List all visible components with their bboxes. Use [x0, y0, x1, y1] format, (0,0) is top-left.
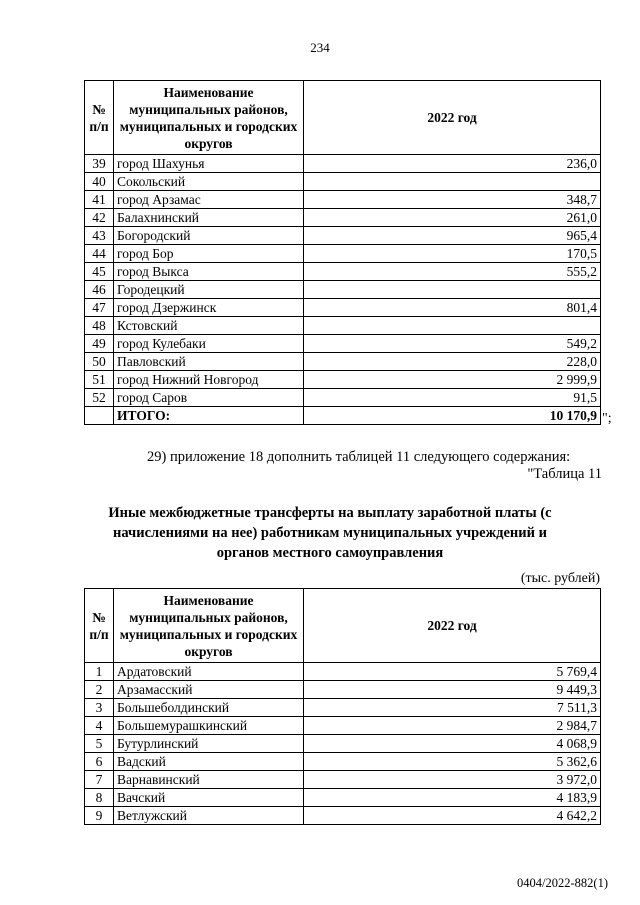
transfers-table — [84, 588, 601, 825]
total-empty-cell — [85, 407, 114, 425]
document-code: 0404/2022-882(1) — [517, 876, 608, 890]
column-header-name: Наименование муниципальных районов, муниципальных и городских округов — [114, 81, 304, 155]
municipality-name: Балахнинский — [114, 209, 304, 227]
row-number: 3 — [85, 699, 114, 717]
table-row — [85, 753, 601, 771]
table-row — [85, 771, 601, 789]
column-header-number: № п/п — [85, 81, 114, 155]
table-row — [85, 335, 601, 353]
row-number: 7 — [85, 771, 114, 789]
table-row — [85, 807, 601, 825]
municipality-name: Ардатовский — [114, 663, 304, 681]
table-row — [85, 699, 601, 717]
table-row — [85, 317, 601, 335]
row-number: 49 — [85, 335, 114, 353]
municipal-table-continuation — [84, 80, 601, 425]
table-row — [85, 353, 601, 371]
row-number: 50 — [85, 353, 114, 371]
municipality-name: Городецкий — [114, 281, 304, 299]
amount-value — [304, 281, 601, 299]
table-row — [85, 717, 601, 735]
column-header-year: 2022 год — [304, 589, 601, 663]
municipality-name: Варнавинский — [114, 771, 304, 789]
amount-value — [304, 173, 601, 191]
table-row — [85, 245, 601, 263]
table-row — [85, 389, 601, 407]
municipality-name: Ветлужский — [114, 807, 304, 825]
row-number: 52 — [85, 389, 114, 407]
column-header-name: Наименование муниципальных районов, муниципальных и городских округов — [114, 589, 304, 663]
amount-value: 549,2 — [304, 335, 601, 353]
row-number: 4 — [85, 717, 114, 735]
table-reference: "Таблица 11 — [527, 466, 602, 482]
table-row — [85, 209, 601, 227]
row-number: 1 — [85, 663, 114, 681]
table-body — [85, 663, 601, 825]
row-number: 39 — [85, 155, 114, 173]
total-label: ИТОГО: — [114, 407, 304, 425]
municipality-name: Бутурлинский — [114, 735, 304, 753]
municipality-name: Вадский — [114, 753, 304, 771]
amount-value: 91,5 — [304, 389, 601, 407]
municipality-name: город Выкса — [114, 263, 304, 281]
row-number: 2 — [85, 681, 114, 699]
municipality-name: город Шахунья — [114, 155, 304, 173]
total-row — [85, 407, 601, 425]
amount-value: 555,2 — [304, 263, 601, 281]
table-body — [85, 155, 601, 425]
amount-value: 7 511,3 — [304, 699, 601, 717]
municipality-name: Сокольский — [114, 173, 304, 191]
row-number: 47 — [85, 299, 114, 317]
row-number: 44 — [85, 245, 114, 263]
table-row — [85, 789, 601, 807]
table-row — [85, 263, 601, 281]
units-label: (тыс. рублей) — [520, 571, 600, 586]
row-number: 40 — [85, 173, 114, 191]
amount-value: 4 183,9 — [304, 789, 601, 807]
table-row — [85, 371, 601, 389]
municipality-name: Богородский — [114, 227, 304, 245]
column-header-number: № п/п — [85, 589, 114, 663]
table-row — [85, 155, 601, 173]
total-value: 10 170,9 — [304, 407, 601, 425]
municipality-name: город Кулебаки — [114, 335, 304, 353]
row-number: 6 — [85, 753, 114, 771]
table-row — [85, 663, 601, 681]
municipality-name: город Арзамас — [114, 191, 304, 209]
amount-value: 4 068,9 — [304, 735, 601, 753]
table-row — [85, 191, 601, 209]
amount-value: 4 642,2 — [304, 807, 601, 825]
amount-value: 5 362,6 — [304, 753, 601, 771]
amount-value: 261,0 — [304, 209, 601, 227]
row-number: 41 — [85, 191, 114, 209]
amount-value: 3 972,0 — [304, 771, 601, 789]
amount-value: 9 449,3 — [304, 681, 601, 699]
row-number: 42 — [85, 209, 114, 227]
row-number: 51 — [85, 371, 114, 389]
table-row — [85, 227, 601, 245]
municipality-name: город Дзержинск — [114, 299, 304, 317]
row-number: 45 — [85, 263, 114, 281]
column-header-year: 2022 год — [304, 81, 601, 155]
row-number: 46 — [85, 281, 114, 299]
municipality-name: Кстовский — [114, 317, 304, 335]
amount-value: 965,4 — [304, 227, 601, 245]
municipality-name: Арзамасский — [114, 681, 304, 699]
table-row — [85, 281, 601, 299]
section-heading: Иные межбюджетные трансферты на выплату заработной платы (с начислениями на нее) работникам муниципальных учреждений и органов местного самоуправления — [108, 505, 552, 561]
row-number: 8 — [85, 789, 114, 807]
table-row — [85, 299, 601, 317]
amount-value: 2 999,9 — [304, 371, 601, 389]
municipality-name: Вачский — [114, 789, 304, 807]
table-row — [85, 681, 601, 699]
amendment-paragraph: 29) приложение 18 дополнить таблицей 11 следующего содержания: — [147, 449, 571, 465]
closing-quote: "; — [602, 411, 612, 426]
amount-value: 236,0 — [304, 155, 601, 173]
row-number: 5 — [85, 735, 114, 753]
row-number: 43 — [85, 227, 114, 245]
table-row — [85, 735, 601, 753]
amount-value: 228,0 — [304, 353, 601, 371]
municipality-name: Большемурашкинский — [114, 717, 304, 735]
municipality-name: Большеболдинский — [114, 699, 304, 717]
amount-value: 348,7 — [304, 191, 601, 209]
municipality-name: город Бор — [114, 245, 304, 263]
municipality-name: город Саров — [114, 389, 304, 407]
amount-value — [304, 317, 601, 335]
municipality-name: Павловский — [114, 353, 304, 371]
amount-value: 5 769,4 — [304, 663, 601, 681]
amount-value: 801,4 — [304, 299, 601, 317]
amount-value: 2 984,7 — [304, 717, 601, 735]
row-number: 9 — [85, 807, 114, 825]
municipality-name: город Нижний Новгород — [114, 371, 304, 389]
page-number: 234 — [310, 40, 330, 55]
amount-value: 170,5 — [304, 245, 601, 263]
row-number: 48 — [85, 317, 114, 335]
table-row — [85, 173, 601, 191]
